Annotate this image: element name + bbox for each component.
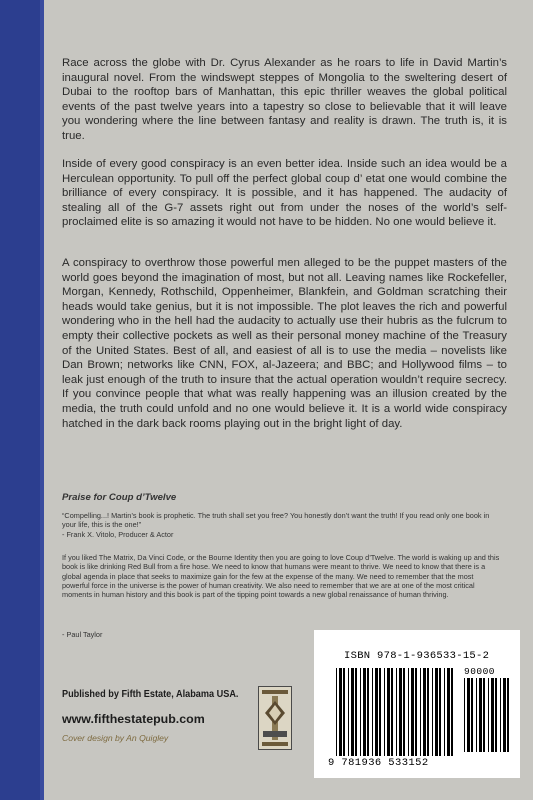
barcode-bar [363,668,366,756]
barcode-bar [483,678,485,752]
praise-heading: Praise for Coup d’Twelve [62,492,177,503]
barcode-bar [488,678,489,752]
barcode-bar [387,668,390,756]
barcode-bar [384,668,385,756]
barcode-bar [476,678,477,752]
barcode-bar [411,668,414,756]
isbn-barcode-box [314,630,520,778]
barcode-bar [379,668,381,756]
spine-edge [40,0,44,800]
barcode-bar [408,668,409,756]
barcode-bar [423,668,426,756]
quote-1-text: “Compelling...! Martin’s book is prophetic. The truth shall set you free? You honestly don’t want the truth! If you read only one book in your life, this is the one!” [62,511,490,530]
barcode-bar [479,678,482,752]
barcode-bar [339,668,342,756]
isbn-text: ISBN 978-1-936533-15-2 [344,650,490,662]
barcode-bar [439,668,441,756]
barcode-bar [447,668,450,756]
barcode-bar [432,668,433,756]
barcode-bar [444,668,445,756]
barcode-number: 9 781936 533152 [328,757,429,769]
blurb-paragraph-3: A conspiracy to overthrow those powerful men alleged to be the puppet masters of the world goes beyond the imagination of most, but not all. Leaving names like Rockefeller, Morgan, Kennedy, Rothschild, Oppenheimer, Blankfein, and Goldman scratching their heads would take genius, but it is not impossible. The plot leaves the rich and powerful wondering who in the hell had the audacity to actually use their hubris as the fulcrum to empty their collective pockets as well as their personal money machine of the Treasury of the United States. Best of all, and easiest of all is to use the media – novelists like Dan Brown; networks like CNN, FOX, al-Jazeera; and BBC; and Hollywood films – to leak just enough of the truth to insure that the actual operation wouldn’t require secrecy. If you convince people that what was really happening was an illusion created by the media, the truth could unfold and no one would believe it. It is a world wide conspiracy hatched in the dark back rooms playing out in the bright light of day. [62,257,507,430]
barcode-main-bars [336,668,456,756]
barcode-bar [391,668,393,756]
blurb-paragraph-2: Inside of every good conspiracy is an even better idea. Inside such an idea would be a Herculean opportunity. To pull off the perfect global coup d’ etat one would combine the brilliance of every conspiracy. It is possible, and it has happened. The audacity of stealing all of the G-7 assets right out from under the noses of the world’s self-proclaimed elite is so amazing it would not have to be hidden. No one would believe it. [62,158,507,229]
barcode-bar [435,668,438,756]
barcode-bar [355,668,357,756]
quote-1-attribution: - Frank X. Vitolo, Producer & Actor [62,529,174,539]
blurb-paragraph-1: Race across the globe with Dr. Cyrus Alexander as he roars to life in David Martin’s inaugural novel. From the windswept steppes of Mongolia to the sweltering desert of Dubai to the rooftop bars of Manhattan, this epic thriller weaves the global political events of the past twelve years into a tapestry so close to believable that it will leave you wondering where the line between fantasy and reality is drawn. The truth is, it is true. [62,57,507,142]
barcode-bar [343,668,345,756]
barcode-bar [507,678,509,752]
barcode-bar [471,678,473,752]
praise-quote-2: If you liked The Matrix, Da Vinci Code, or the Bourne Identity then you are going to love Coup d’Twelve. The world is waking up and this book is like drinking Red Bull from a fire hose. We need to know that humans were meant to thrive. We need to know that there is a global agenda in place that seeks to maximize gain for the few at the expense of the many. We need to remember that the most powerful force in the universe is the power of human creativity. We also need to remember that we are at one of the most critical moments in human history and this book is part of the tipping point towards a new global renaissance of human thriving. [62,553,500,600]
logo-graphic [259,687,291,749]
barcode-bar [367,668,369,756]
barcode-bar [415,668,417,756]
praise-quote-1 [62,511,502,539]
spine-stripe [0,0,40,800]
barcode-bar [491,678,494,752]
barcode-bar [336,668,337,756]
barcode-bar [467,678,470,752]
barcode-addon-bars [464,678,512,752]
barcode-bar [399,668,402,756]
addon-number: 90000 [464,666,496,677]
publisher-website: www.fifthestatepub.com [62,712,205,726]
barcode-bar [396,668,397,756]
barcode-bar [503,678,506,752]
publisher-line: Published by Fifth Estate, Alabama USA. [62,689,239,700]
barcode-bar [464,678,465,752]
barcode-bar [351,668,354,756]
barcode-bar [500,678,501,752]
barcode-bar [348,668,349,756]
barcode-bar [360,668,361,756]
quote-2-attribution: - Paul Taylor [62,630,103,639]
barcode-bar [495,678,497,752]
barcode-bar [372,668,373,756]
barcode-bar [451,668,453,756]
cover-design-credit: Cover design by An Quigley [62,733,169,743]
barcode-bar [427,668,429,756]
barcode-bar [403,668,405,756]
barcode-bar [375,668,378,756]
fifth-estate-logo-icon [258,686,292,750]
barcode-bar [420,668,421,756]
